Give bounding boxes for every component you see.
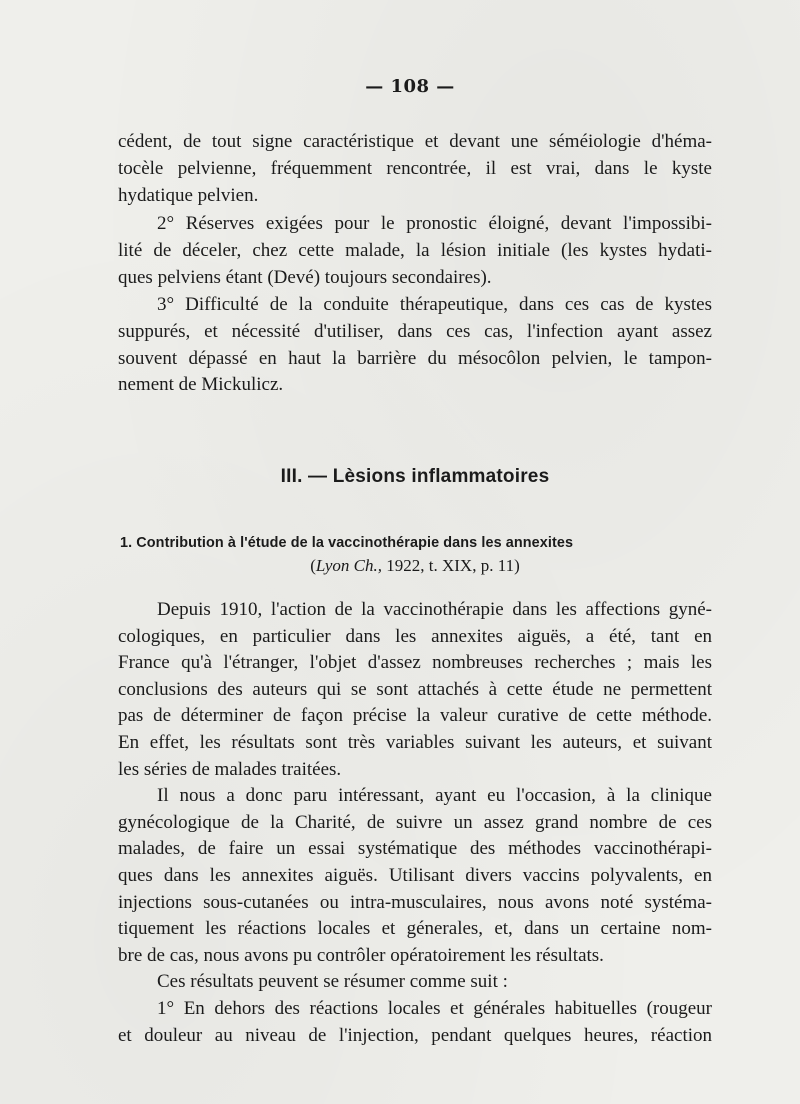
text-line: tocèle pelvienne, fréquemment rencontrée, il est vrai, dans le kyste	[118, 157, 712, 179]
point-3-paragraph	[118, 292, 712, 399]
text-line: gynécologique de la Charité, de suivre un assez grand nombre de ces	[118, 811, 712, 833]
text-line: En effet, les résultats sont très variables suivant les auteurs, et suivant	[118, 731, 712, 753]
text-line: 2° Réserves exigées pour le pronostic éloigné, devant l'impossibi-	[157, 213, 712, 234]
text-line: et douleur au niveau de l'injection, pendant quelques heures, réaction	[118, 1024, 712, 1046]
text-line: suppurés, et nécessité d'utiliser, dans ces cas, l'infection ayant assez	[118, 320, 712, 342]
text-line: pas de déterminer de façon précise la valeur curative de cette méthode.	[118, 705, 712, 727]
body-paragraph-3	[118, 969, 712, 996]
text-line: les séries de malades traitées.	[118, 758, 342, 780]
text-line: Depuis 1910, l'action de la vaccinothérapie dans les affections gyné-	[157, 599, 712, 620]
text-line: hydatique pelvien.	[118, 184, 259, 206]
text-line: bre de cas, nous avons pu contrôler opératoirement les résultats.	[118, 944, 604, 966]
text-line: tiquement les réactions locales et génerales, et, dans un certaine nom-	[118, 918, 712, 940]
text-line: nement de Mickulicz.	[118, 374, 284, 396]
text-line: souvent dépassé en haut la barrière du mésocôlon pelvien, le tampon-	[118, 347, 712, 369]
article-title: 1. Contribution à l'étude de la vaccinothérapie dans les annexites	[120, 535, 574, 551]
text-line: cédent, de tout signe caractéristique et devant une séméiologie d'héma-	[118, 131, 712, 152]
text-line: France qu'à l'étranger, l'objet d'assez nombreuses recherches ; mais les	[118, 652, 712, 674]
text-line: 3° Difficulté de la conduite thérapeutique, dans ces cas de kystes	[157, 294, 712, 315]
text-line: lité de déceler, chez cette malade, la lésion initiale (les kystes hydati-	[118, 239, 712, 261]
text-line: cologiques, en particulier dans les annexites aiguës, a été, tant en	[118, 625, 712, 647]
section-heading: III. — Lèsions inflammatoires	[280, 466, 550, 487]
body-paragraph-4	[118, 996, 712, 1049]
citation-journal: Lyon Ch.,	[315, 556, 383, 575]
citation-open: (	[310, 556, 316, 575]
citation-details: 1922, t. XIX, p. 11)	[386, 556, 520, 575]
text-line: ques pelviens étant (Devé) toujours secondaires).	[118, 266, 492, 288]
text-line: injections sous-cutanées ou intra-musculaires, nous avons noté systéma-	[118, 891, 712, 913]
text-line: Il nous a donc paru intéressant, ayant eu l'occasion, à la clinique	[157, 785, 712, 807]
text-line: 1° En dehors des réactions locales et générales habituelles (rougeur	[157, 997, 712, 1019]
body-paragraph-1	[118, 597, 712, 783]
article-citation	[0, 556, 800, 576]
point-2-paragraph	[118, 211, 712, 291]
page-number: — 108 —	[365, 76, 455, 97]
continuation-paragraph	[118, 129, 712, 209]
text-line: conclusions des auteurs qui se sont attachés à cette étude ne permettent	[118, 678, 712, 700]
text-line: malades, de faire un essai systématique des méthodes vaccinothérapi-	[118, 838, 712, 860]
text-line: Ces résultats peuvent se résumer comme suit :	[157, 971, 508, 993]
article-body	[118, 597, 712, 1049]
text-line: ques dans les annexites aiguës. Utilisant divers vaccins polyvalents, en	[118, 864, 712, 886]
body-paragraph-2	[118, 783, 712, 969]
